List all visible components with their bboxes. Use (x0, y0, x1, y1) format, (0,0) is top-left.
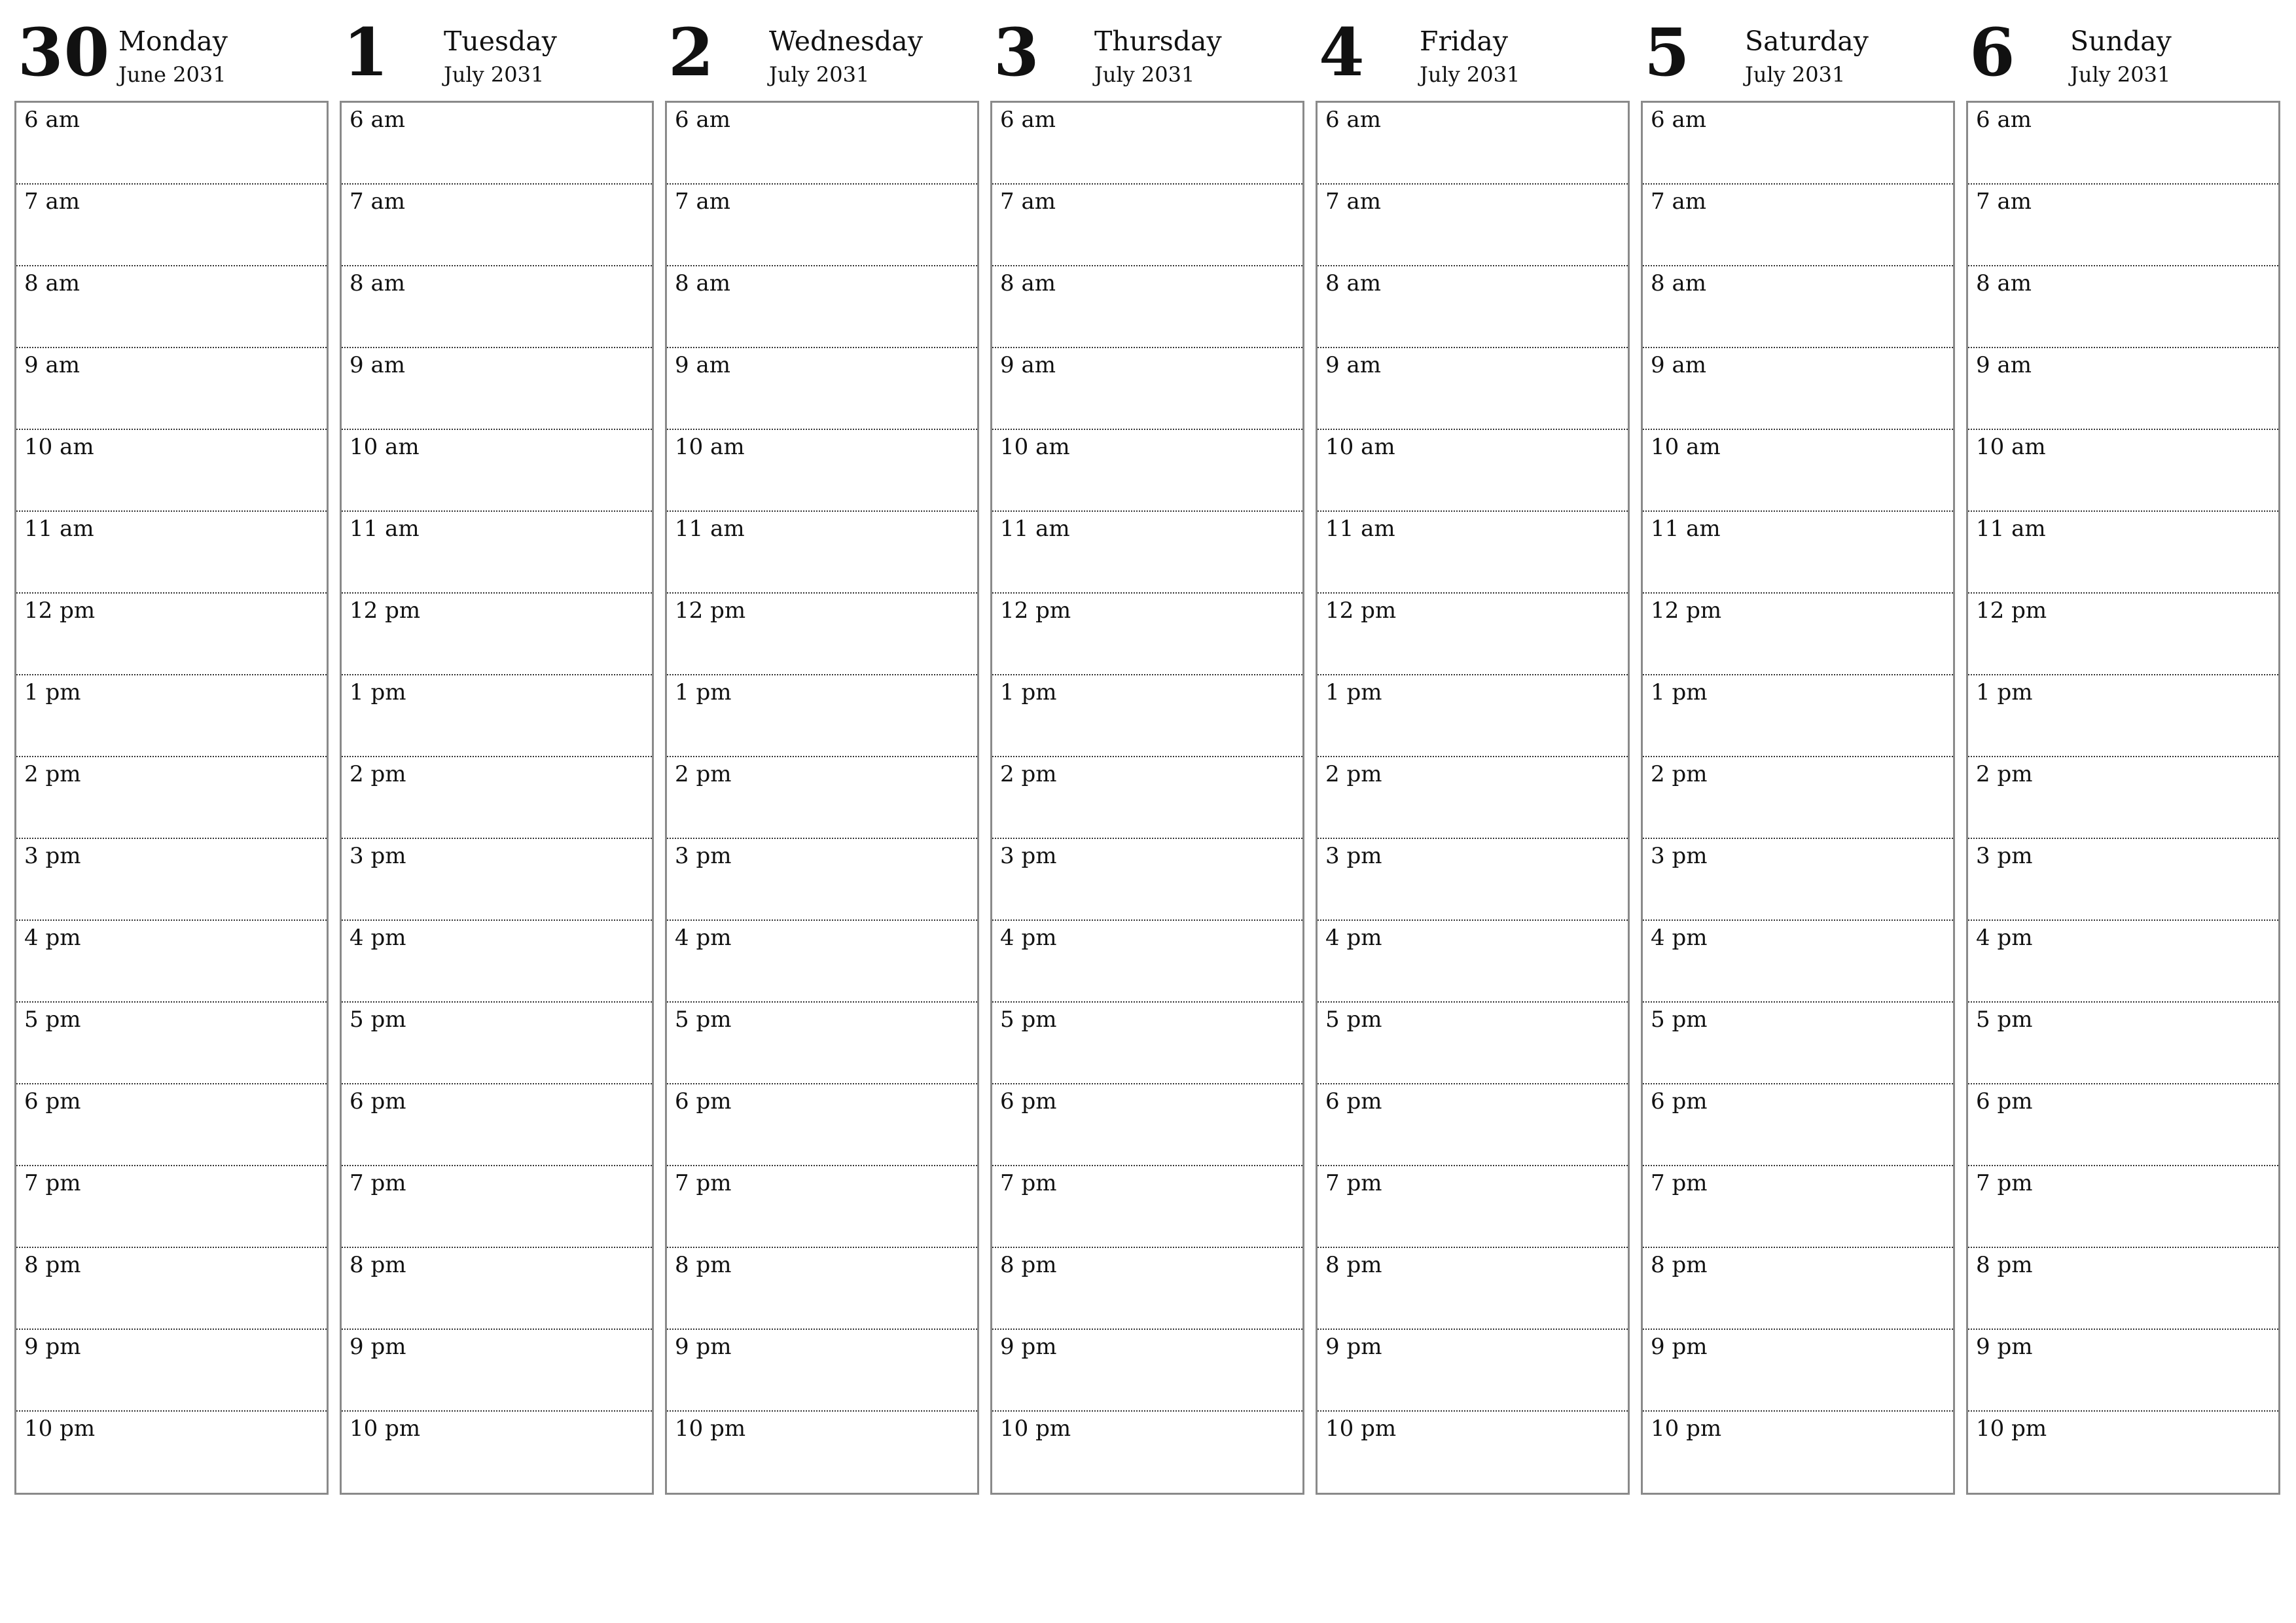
hour-label: 10 am (1651, 434, 1721, 460)
hour-label: 12 pm (1000, 597, 1071, 624)
hour-label: 11 am (350, 516, 420, 542)
hour-slot[interactable] (992, 1248, 1302, 1330)
hour-slot[interactable] (342, 921, 652, 1003)
hour-label: 9 am (675, 352, 730, 378)
hour-label: 10 am (350, 434, 420, 460)
day-header (665, 0, 978, 99)
hour-label: 9 pm (24, 1334, 81, 1360)
hour-label: 1 pm (1325, 679, 1382, 705)
hour-label: 9 pm (1976, 1334, 2033, 1360)
hour-slot[interactable] (1318, 430, 1628, 512)
hour-label: 10 am (1976, 434, 2046, 460)
hour-label: 9 pm (675, 1334, 732, 1360)
hour-label: 2 pm (1651, 761, 1708, 787)
hour-slot[interactable] (992, 185, 1302, 266)
hour-slot[interactable] (342, 512, 652, 594)
weekday-name: Friday (1420, 26, 1509, 57)
day-schedule-box (1966, 101, 2280, 1495)
hour-label: 1 pm (350, 679, 406, 705)
hour-slot[interactable] (1643, 675, 1953, 757)
hour-label: 2 pm (24, 761, 81, 787)
hour-label: 8 am (1000, 270, 1056, 296)
hour-label: 8 pm (1325, 1252, 1382, 1278)
hour-label: 8 pm (24, 1252, 81, 1278)
hour-slot[interactable] (992, 921, 1302, 1003)
hour-slot[interactable] (1968, 348, 2278, 430)
hour-label: 9 pm (350, 1334, 406, 1360)
month-year: July 2031 (769, 62, 870, 87)
hour-slot[interactable] (16, 594, 327, 675)
hour-slot[interactable] (1318, 921, 1628, 1003)
hour-slot[interactable] (1643, 185, 1953, 266)
hour-slot[interactable] (342, 103, 652, 185)
hour-label: 6 pm (675, 1088, 732, 1115)
day-header (340, 0, 653, 99)
month-year: July 2031 (2070, 62, 2171, 87)
hour-slot[interactable] (667, 839, 977, 921)
hour-slot[interactable] (1318, 512, 1628, 594)
hour-slot[interactable] (992, 757, 1302, 839)
hour-label: 8 pm (675, 1252, 732, 1278)
hour-label: 5 pm (350, 1007, 406, 1033)
hour-label: 2 pm (1000, 761, 1057, 787)
hour-label: 4 pm (350, 925, 406, 951)
hour-slot[interactable] (992, 103, 1302, 185)
hour-slot[interactable] (16, 1330, 327, 1412)
weekday-name: Sunday (2070, 26, 2172, 57)
hour-slot[interactable] (1643, 1248, 1953, 1330)
hour-slot[interactable] (992, 348, 1302, 430)
hour-label: 9 pm (1651, 1334, 1708, 1360)
hour-label: 9 am (24, 352, 80, 378)
hour-slot[interactable] (667, 430, 977, 512)
hour-label: 6 am (24, 107, 80, 133)
hour-slot[interactable] (1643, 1330, 1953, 1412)
hour-label: 11 am (1325, 516, 1395, 542)
weekday-name: Wednesday (769, 26, 923, 57)
day-schedule-box (340, 101, 654, 1495)
hour-label: 7 am (24, 188, 80, 215)
hour-label: 6 am (1651, 107, 1706, 133)
hour-label: 10 pm (1325, 1416, 1397, 1442)
hour-slot[interactable] (342, 675, 652, 757)
hour-label: 9 pm (1325, 1334, 1382, 1360)
hour-slot[interactable] (992, 675, 1302, 757)
hour-label: 3 pm (675, 843, 732, 869)
hour-slot[interactable] (1968, 1084, 2278, 1166)
hour-slot[interactable] (16, 1166, 327, 1248)
hour-slot[interactable] (1643, 348, 1953, 430)
day-schedule-box (14, 101, 329, 1495)
hour-label: 7 pm (350, 1170, 406, 1196)
hour-label: 6 pm (1651, 1088, 1708, 1115)
hour-slot[interactable] (667, 594, 977, 675)
hour-slot[interactable] (342, 266, 652, 348)
hour-slot[interactable] (342, 1003, 652, 1084)
hour-label: 7 pm (675, 1170, 732, 1196)
hour-label: 8 pm (1000, 1252, 1057, 1278)
hour-slot[interactable] (1968, 185, 2278, 266)
day-number: 30 (18, 14, 111, 91)
hour-label: 9 am (1325, 352, 1381, 378)
hour-label: 10 am (1325, 434, 1395, 460)
hour-label: 7 am (675, 188, 730, 215)
hour-slot[interactable] (667, 103, 977, 185)
hour-label: 7 am (1976, 188, 2032, 215)
hour-slot[interactable] (1643, 1084, 1953, 1166)
hour-slot[interactable] (1968, 1248, 2278, 1330)
hour-label: 5 pm (1976, 1007, 2033, 1033)
hour-slot[interactable] (16, 266, 327, 348)
month-year: July 2031 (1094, 62, 1195, 87)
day-schedule-box (1316, 101, 1630, 1495)
hour-slot[interactable] (667, 185, 977, 266)
hour-label: 2 pm (1976, 761, 2033, 787)
hour-label: 8 am (1651, 270, 1706, 296)
hour-label: 8 am (350, 270, 405, 296)
hour-label: 4 pm (1325, 925, 1382, 951)
hour-label: 11 am (1976, 516, 2046, 542)
hour-label: 1 pm (1651, 679, 1708, 705)
hour-slot[interactable] (667, 1003, 977, 1084)
hour-slot[interactable] (992, 1330, 1302, 1412)
day-number: 5 (1644, 14, 1691, 91)
hour-slot[interactable] (16, 675, 327, 757)
hour-label: 4 pm (24, 925, 81, 951)
hour-label: 4 pm (1651, 925, 1708, 951)
hour-label: 10 pm (350, 1416, 421, 1442)
hour-slot[interactable] (667, 921, 977, 1003)
hour-slot[interactable] (1318, 1084, 1628, 1166)
hour-label: 3 pm (1000, 843, 1057, 869)
hour-slot[interactable] (1968, 594, 2278, 675)
hour-label: 4 pm (1000, 925, 1057, 951)
hour-slot[interactable] (16, 348, 327, 430)
hour-slot[interactable] (1968, 1166, 2278, 1248)
hour-slot[interactable] (1968, 839, 2278, 921)
hour-slot[interactable] (1968, 1330, 2278, 1412)
hour-label: 1 pm (1000, 679, 1057, 705)
hour-slot[interactable] (1318, 1166, 1628, 1248)
hour-slot[interactable] (992, 1084, 1302, 1166)
hour-slot[interactable] (992, 430, 1302, 512)
day-schedule-box (1641, 101, 1955, 1495)
hour-slot[interactable] (16, 1084, 327, 1166)
hour-label: 7 am (1325, 188, 1381, 215)
hour-slot[interactable] (992, 839, 1302, 921)
hour-label: 3 pm (1976, 843, 2033, 869)
weekday-name: Tuesday (444, 26, 557, 57)
hour-slot[interactable] (16, 185, 327, 266)
hour-label: 10 am (675, 434, 745, 460)
hour-label: 3 pm (24, 843, 81, 869)
hour-label: 7 pm (1651, 1170, 1708, 1196)
hour-slot[interactable] (1643, 266, 1953, 348)
hour-label: 8 pm (350, 1252, 406, 1278)
weekly-planner (14, 0, 2283, 1623)
hour-label: 3 pm (350, 843, 406, 869)
day-number: 2 (668, 14, 715, 91)
hour-label: 10 pm (24, 1416, 96, 1442)
hour-slot[interactable] (342, 185, 652, 266)
hour-label: 5 pm (1325, 1007, 1382, 1033)
day-number: 3 (994, 14, 1040, 91)
hour-slot[interactable] (342, 1166, 652, 1248)
hour-label: 3 pm (1325, 843, 1382, 869)
hour-label: 6 pm (350, 1088, 406, 1115)
hour-slot[interactable] (1318, 103, 1628, 185)
hour-slot[interactable] (1968, 1003, 2278, 1084)
hour-slot[interactable] (1318, 594, 1628, 675)
hour-slot[interactable] (16, 839, 327, 921)
hour-label: 12 pm (350, 597, 421, 624)
hour-slot[interactable] (16, 1412, 327, 1493)
hour-label: 1 pm (24, 679, 81, 705)
hour-slot[interactable] (667, 266, 977, 348)
hour-label: 6 pm (1325, 1088, 1382, 1115)
hour-slot[interactable] (1318, 1412, 1628, 1493)
hour-label: 6 am (1325, 107, 1381, 133)
hour-slot[interactable] (1968, 921, 2278, 1003)
hour-slot[interactable] (1968, 757, 2278, 839)
day-schedule-box (665, 101, 979, 1495)
hour-slot[interactable] (1968, 675, 2278, 757)
hour-slot[interactable] (16, 1248, 327, 1330)
hour-label: 11 am (24, 516, 94, 542)
hour-label: 10 pm (1976, 1416, 2047, 1442)
month-year: July 2031 (1420, 62, 1520, 87)
hour-label: 2 pm (350, 761, 406, 787)
hour-label: 7 pm (24, 1170, 81, 1196)
hour-label: 7 pm (1325, 1170, 1382, 1196)
hour-label: 12 pm (1325, 597, 1397, 624)
hour-label: 7 pm (1000, 1170, 1057, 1196)
hour-slot[interactable] (1968, 266, 2278, 348)
hour-slot[interactable] (1318, 1003, 1628, 1084)
hour-slot[interactable] (342, 839, 652, 921)
hour-slot[interactable] (342, 757, 652, 839)
hour-slot[interactable] (992, 266, 1302, 348)
hour-slot[interactable] (1318, 1248, 1628, 1330)
hour-label: 12 pm (675, 597, 746, 624)
day-number: 4 (1319, 14, 1365, 91)
weekday-name: Saturday (1745, 26, 1869, 57)
hour-slot[interactable] (342, 430, 652, 512)
hour-label: 1 pm (1976, 679, 2033, 705)
hour-label: 5 pm (675, 1007, 732, 1033)
hour-slot[interactable] (1318, 266, 1628, 348)
hour-label: 4 pm (1976, 925, 2033, 951)
hour-slot[interactable] (1643, 512, 1953, 594)
hour-label: 10 pm (1000, 1416, 1071, 1442)
hour-label: 7 am (1651, 188, 1706, 215)
hour-label: 6 am (350, 107, 405, 133)
hour-slot[interactable] (1968, 512, 2278, 594)
hour-slot[interactable] (1643, 430, 1953, 512)
month-year: July 2031 (1745, 62, 1846, 87)
hour-slot[interactable] (16, 512, 327, 594)
hour-label: 6 pm (1976, 1088, 2033, 1115)
hour-slot[interactable] (1643, 921, 1953, 1003)
hour-label: 12 pm (1976, 597, 2047, 624)
hour-label: 6 am (1976, 107, 2032, 133)
hour-label: 9 am (1651, 352, 1706, 378)
hour-label: 6 pm (24, 1088, 81, 1115)
hour-slot[interactable] (1643, 1166, 1953, 1248)
hour-slot[interactable] (667, 1412, 977, 1493)
hour-label: 10 am (24, 434, 94, 460)
hour-slot[interactable] (667, 1330, 977, 1412)
hour-label: 3 pm (1651, 843, 1708, 869)
hour-label: 5 pm (1651, 1007, 1708, 1033)
hour-slot[interactable] (16, 430, 327, 512)
hour-slot[interactable] (16, 1003, 327, 1084)
hour-slot[interactable] (16, 103, 327, 185)
hour-slot[interactable] (667, 675, 977, 757)
hour-label: 8 pm (1976, 1252, 2033, 1278)
month-year: June 2031 (118, 62, 226, 87)
hour-slot[interactable] (1318, 185, 1628, 266)
hour-slot[interactable] (992, 512, 1302, 594)
hour-label: 10 pm (675, 1416, 746, 1442)
hour-slot[interactable] (1968, 1412, 2278, 1493)
hour-label: 10 am (1000, 434, 1070, 460)
day-header (990, 0, 1303, 99)
hour-slot[interactable] (16, 921, 327, 1003)
hour-label: 2 pm (675, 761, 732, 787)
hour-label: 9 am (1976, 352, 2032, 378)
hour-slot[interactable] (667, 512, 977, 594)
hour-label: 9 am (350, 352, 405, 378)
hour-slot[interactable] (992, 594, 1302, 675)
day-schedule-box (990, 101, 1304, 1495)
day-number: 6 (1969, 14, 2016, 91)
hour-slot[interactable] (992, 1003, 1302, 1084)
hour-label: 11 am (675, 516, 745, 542)
hour-label: 1 pm (675, 679, 732, 705)
hour-slot[interactable] (1968, 430, 2278, 512)
hour-label: 12 pm (1651, 597, 1722, 624)
hour-slot[interactable] (1318, 757, 1628, 839)
day-header (14, 0, 327, 99)
hour-slot[interactable] (667, 348, 977, 430)
hour-slot[interactable] (16, 757, 327, 839)
hour-slot[interactable] (667, 757, 977, 839)
hour-label: 11 am (1651, 516, 1721, 542)
hour-label: 5 pm (1000, 1007, 1057, 1033)
hour-slot[interactable] (667, 1084, 977, 1166)
hour-label: 11 am (1000, 516, 1070, 542)
hour-label: 7 am (1000, 188, 1056, 215)
day-number: 1 (343, 14, 389, 91)
day-header (1316, 0, 1628, 99)
hour-label: 7 pm (1976, 1170, 2033, 1196)
hour-slot[interactable] (1318, 839, 1628, 921)
month-year: July 2031 (444, 62, 545, 87)
hour-label: 8 am (1325, 270, 1381, 296)
hour-label: 4 pm (675, 925, 732, 951)
hour-slot[interactable] (667, 1166, 977, 1248)
hour-label: 2 pm (1325, 761, 1382, 787)
hour-slot[interactable] (1318, 348, 1628, 430)
hour-slot[interactable] (342, 1412, 652, 1493)
hour-label: 8 am (1976, 270, 2032, 296)
hour-slot[interactable] (992, 1412, 1302, 1493)
hour-slot[interactable] (342, 594, 652, 675)
hour-label: 5 pm (24, 1007, 81, 1033)
weekday-name: Monday (118, 26, 228, 57)
hour-slot[interactable] (1643, 1412, 1953, 1493)
hour-label: 8 am (675, 270, 730, 296)
hour-slot[interactable] (1968, 103, 2278, 185)
hour-label: 7 am (350, 188, 405, 215)
day-header (1966, 0, 2279, 99)
hour-slot[interactable] (1643, 839, 1953, 921)
hour-slot[interactable] (1318, 1330, 1628, 1412)
hour-label: 6 am (675, 107, 730, 133)
hour-slot[interactable] (342, 1330, 652, 1412)
hour-slot[interactable] (1318, 675, 1628, 757)
hour-slot[interactable] (342, 1248, 652, 1330)
hour-slot[interactable] (1643, 594, 1953, 675)
hour-label: 8 pm (1651, 1252, 1708, 1278)
hour-slot[interactable] (1643, 103, 1953, 185)
hour-slot[interactable] (342, 1084, 652, 1166)
hour-slot[interactable] (1643, 757, 1953, 839)
hour-label: 10 pm (1651, 1416, 1722, 1442)
hour-label: 6 pm (1000, 1088, 1057, 1115)
hour-slot[interactable] (342, 348, 652, 430)
hour-label: 8 am (24, 270, 80, 296)
hour-label: 9 am (1000, 352, 1056, 378)
day-header (1641, 0, 1954, 99)
hour-slot[interactable] (1643, 1003, 1953, 1084)
hour-label: 12 pm (24, 597, 96, 624)
hour-slot[interactable] (992, 1166, 1302, 1248)
weekday-name: Thursday (1094, 26, 1222, 57)
hour-label: 6 am (1000, 107, 1056, 133)
hour-slot[interactable] (667, 1248, 977, 1330)
hour-label: 9 pm (1000, 1334, 1057, 1360)
